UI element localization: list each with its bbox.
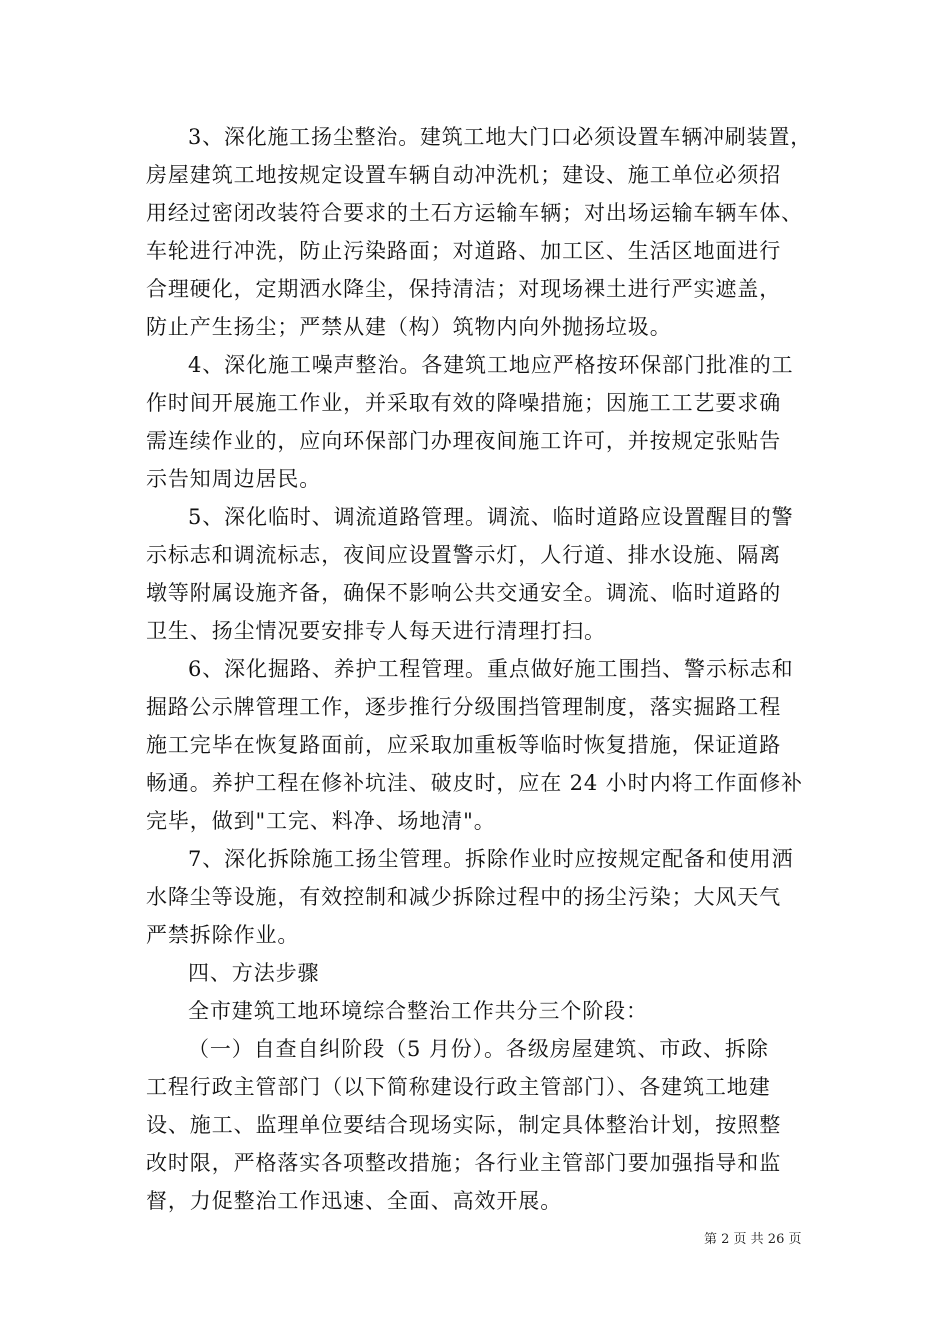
text-line: 车轮进行冲洗，防止污染路面；对道路、加工区、生活区地面进行	[146, 239, 782, 263]
text-line: 水降尘等设施，有效控制和减少拆除过程中的扬尘污染；大风天气	[146, 885, 782, 909]
text-line: 完毕，做到"工完、料净、场地清"。	[146, 809, 496, 833]
text-line: 施工完毕在恢复路面前，应采取加重板等临时恢复措施，保证道路	[146, 733, 782, 757]
page-number: 第 2 页 共 26 页	[704, 1232, 802, 1247]
section-heading: 四、方法步骤	[188, 961, 320, 985]
text-line: 示告知周边居民。	[146, 467, 322, 491]
text-line: 合理硬化，定期洒水降尘，保持清洁；对现场裸土进行严实遮盖，	[146, 277, 782, 301]
text-line: 全市建筑工地环境综合整治工作共分三个阶段：	[188, 999, 648, 1023]
text-line: 改时限，严格落实各项整改措施；各行业主管部门要加强指导和监	[146, 1151, 782, 1175]
text-line: 工程行政主管部门（以下简称建设行政主管部门）、各建筑工地建	[146, 1075, 771, 1099]
text-line: 作时间开展施工作业，并采取有效的降噪措施；因施工工艺要求确	[146, 391, 782, 415]
text-line: 6、深化掘路、养护工程管理。重点做好施工围挡、警示标志和	[188, 657, 794, 681]
text-line: 3、深化施工扬尘整治。建筑工地大门口必须设置车辆冲刷装置，	[188, 125, 813, 149]
text-line: 督，力促整治工作迅速、全面、高效开展。	[146, 1189, 563, 1213]
text-line: 用经过密闭改装符合要求的土石方运输车辆；对出场运输车辆车体、	[146, 201, 803, 225]
text-line: 设、施工、监理单位要结合现场实际，制定具体整治计划，按照整	[146, 1113, 782, 1137]
text-line: 需连续作业的，应向环保部门办理夜间施工许可，并按规定张贴告	[146, 429, 782, 453]
text-line: 墩等附属设施齐备，确保不影响公共交通安全。调流、临时道路的	[146, 581, 782, 605]
text-line: 示标志和调流标志，夜间应设置警示灯，人行道、排水设施、隔离	[146, 543, 782, 567]
text-line: （一）自查自纠阶段（5 月份）。各级房屋建筑、市政、拆除	[188, 1037, 769, 1061]
text-line: 畅通。养护工程在修补坑洼、破皮时，应在 24 小时内将工作面修补	[146, 771, 803, 795]
text-line: 严禁拆除作业。	[146, 923, 300, 947]
text-line: 房屋建筑工地按规定设置车辆自动冲洗机；建设、施工单位必须招	[146, 163, 782, 187]
text-line: 防止产生扬尘；严禁从建（构）筑物内向外抛扬垃圾。	[146, 315, 672, 339]
text-line: 掘路公示牌管理工作，逐步推行分级围挡管理制度，落实掘路工程	[146, 695, 782, 719]
text-line: 5、深化临时、调流道路管理。调流、临时道路应设置醒目的警	[188, 505, 794, 529]
text-line: 卫生、扬尘情况要安排专人每天进行清理打扫。	[146, 619, 606, 643]
text-line: 7、深化拆除施工扬尘管理。拆除作业时应按规定配备和使用洒	[188, 847, 794, 871]
text-line: 4、深化施工噪声整治。各建筑工地应严格按环保部门批准的工	[188, 353, 794, 377]
